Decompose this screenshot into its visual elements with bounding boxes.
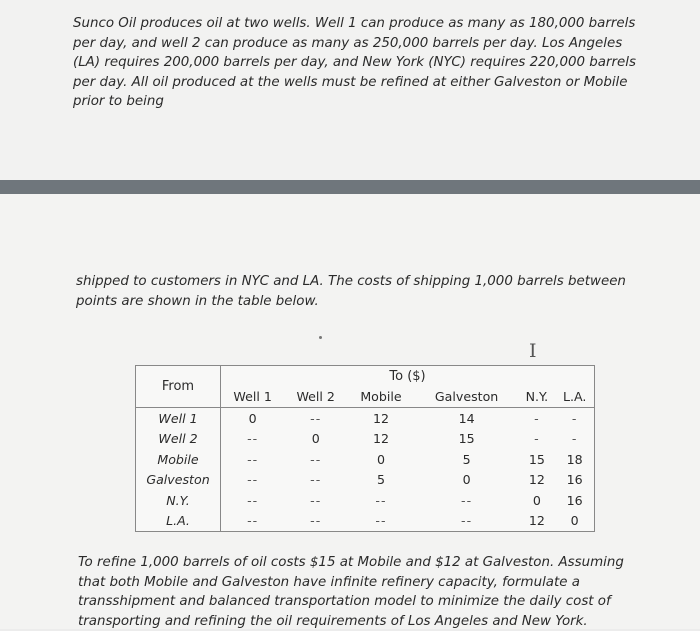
- continuation-paragraph: shipped to customers in NYC and LA. The costs of shipping 1,000 barrels between points are shown in the table below.: [76, 274, 626, 309]
- table-cell: 0: [555, 511, 594, 532]
- column-header: Well 2: [284, 387, 347, 408]
- table-cell: -: [534, 410, 540, 426]
- table-row: [136, 449, 595, 470]
- row-label: N.Y.: [136, 490, 221, 511]
- table-cell: 16: [555, 490, 594, 511]
- table-cell: 0: [532, 492, 541, 508]
- table-cell: --: [461, 492, 473, 508]
- table-cell: 12: [528, 472, 545, 488]
- table-cell: -: [555, 429, 594, 450]
- table-row: [136, 490, 595, 511]
- table-cell: --: [310, 451, 322, 467]
- from-header: From: [136, 366, 221, 408]
- table-cell: --: [247, 451, 259, 467]
- table-cell: --: [221, 511, 285, 532]
- table-cell: --: [247, 472, 259, 488]
- row-label: Well 1: [136, 408, 221, 429]
- table-cell: 15: [458, 431, 475, 447]
- row-label: Galveston: [136, 470, 221, 491]
- table-cell: 12: [518, 511, 555, 532]
- table-cell: --: [247, 431, 259, 447]
- table-cell: --: [310, 410, 322, 426]
- table-cell: 15: [528, 451, 545, 467]
- table-cell: --: [310, 492, 322, 508]
- table-row: [136, 470, 595, 491]
- table-cell: --: [347, 511, 415, 532]
- table-row: [136, 408, 595, 429]
- row-label: Mobile: [136, 449, 221, 470]
- page-divider-bar: [0, 180, 700, 194]
- table-cell: 12: [372, 431, 389, 447]
- row-label: L.A.: [136, 511, 221, 532]
- table-cell: 0: [462, 472, 471, 488]
- shipping-cost-table: [135, 365, 595, 532]
- column-header: N.Y.: [518, 387, 555, 408]
- table-cell: -: [555, 408, 594, 429]
- column-header: Well 1: [221, 387, 285, 408]
- row-label: Well 2: [136, 429, 221, 450]
- table-cell: 0: [311, 431, 320, 447]
- table-cell: --: [415, 511, 519, 532]
- intro-paragraph: Sunco Oil produces oil at two wells. Well 1 can produce as many as 180,000 barrels per day, and well 2 can produce as many as 250,000 barrels per day. Los Angeles (LA) requires 200,000 barrels per day, and New York (NYC) requires 220,000 barrels per day. All oil produced at the wells must be refined at either Galveston or Mobile prior to being: [73, 16, 636, 109]
- column-header: Mobile: [347, 387, 415, 408]
- table-cell: 16: [555, 470, 594, 491]
- table-cell: --: [247, 492, 259, 508]
- table-cell: 5: [376, 472, 385, 488]
- table-cell: 0: [376, 451, 385, 467]
- text-cursor-icon: I: [529, 340, 537, 362]
- table-cell: 18: [555, 449, 594, 470]
- table-header-top: [136, 366, 595, 387]
- table-body: [136, 408, 595, 532]
- table-cell: --: [284, 511, 347, 532]
- dust-speck: [319, 336, 322, 339]
- table-cell: 0: [248, 410, 257, 426]
- table-row: [136, 429, 595, 450]
- to-header: To ($): [221, 366, 595, 387]
- closing-paragraph: To refine 1,000 barrels of oil costs $15 at Mobile and $12 at Galveston. Assuming that both Mobile and Galveston have infinite refinery capacity, formulate a transshipment and balanced transportation model to minimize the daily cost of transporting and refining the oil requirements of Los Angeles and New York.: [78, 555, 624, 629]
- column-header: L.A.: [555, 387, 594, 408]
- table-cell: --: [375, 492, 387, 508]
- table-cell: 14: [458, 410, 475, 426]
- column-header: Galveston: [415, 387, 519, 408]
- table-cell: 12: [372, 410, 389, 426]
- table-cell: -: [534, 431, 540, 447]
- table-cell: 5: [462, 451, 471, 467]
- table-cell: --: [310, 472, 322, 488]
- table-row: [136, 511, 595, 532]
